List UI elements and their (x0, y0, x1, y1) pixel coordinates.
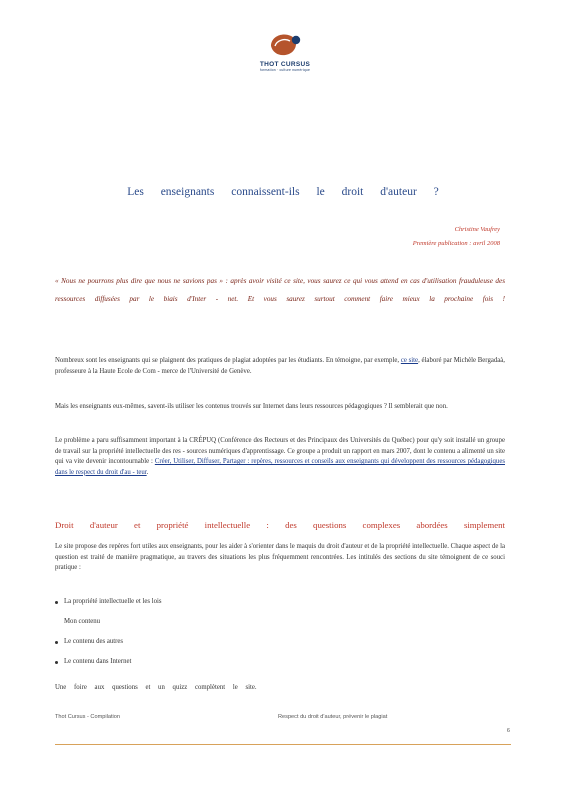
bullet-icon (55, 661, 58, 664)
list-item-label: Le contenu dans Internet (64, 658, 132, 665)
paragraph-3 (55, 436, 505, 478)
footer-left: Thot Cursus - Compilation (55, 714, 120, 720)
plagiat-site-link[interactable]: ce site (400, 357, 419, 364)
list-item (55, 618, 162, 638)
page-number: 6 (506, 728, 510, 734)
list-item-label: La propriété intellectuelle et les lois (64, 598, 162, 605)
paragraph-4: Le site propose des repères fort utiles aux enseignants, pour les aider à s'orienter dans le maquis du droit d'auteur et de la propriété intellectuelle. Chaque aspect de la question est traité de manière pragmatique, au travers des situations les plus fréquemment rencontrées. Les intitulés des sections du site témoignent de ce souci pratique : (55, 543, 505, 571)
logo-name: THOT CURSUS (259, 61, 311, 68)
crepuq-site-link[interactable]: Créer, Utiliser, Diffuser, Partager : repères, ressources et conseils aux enseignants qui développent des ressources pédagogiques dans le respect du droit d'au - teur (55, 458, 505, 476)
list-item-label: Le contenu des autres (64, 638, 124, 645)
footer-divider (55, 744, 511, 745)
paragraph-3-text-b: . (146, 468, 149, 476)
paragraph-2: Mais les enseignants eux-mêmes, savent-ils utiliser les contenus trouvés sur Internet dans leurs ressources pédagogiques ? Il semblerait que non. (55, 403, 448, 410)
bullet-icon (55, 641, 58, 644)
publication-date: Première publication : avril 2008 (412, 240, 500, 247)
list-item (55, 658, 162, 678)
list-item-label: Mon contenu (64, 618, 101, 625)
sections-list (55, 598, 162, 678)
intro-quote: « Nous ne pourrons plus dire que nous ne savions pas » : après avoir visité ce site, vous saurez ce qui vous attend en cas d'utilisation frauduleuse des ressources diffusées par le biais d'Inter - net. Et vous saurez surtout comment faire mieux la prochaine fois ! (55, 277, 505, 303)
list-item (55, 638, 162, 658)
paragraph-1-text-b: , élaboré par Michèle Bergadaà, professeure à la Haute Ecole de Com - merce de l'Université de Genève. (55, 357, 505, 375)
thot-cursus-logo (250, 28, 320, 72)
bullet-icon (55, 621, 58, 624)
paragraph-1 (55, 356, 505, 377)
logo-tagline: formation · culture numérique (259, 68, 311, 72)
paragraph-3-text-a: Le problème a paru suffisamment important à la CRÉPUQ (Conférence des Recteurs et des Principaux des Universités du Québec) pour qu'y soit installé un groupe de travail sur la propriété intellectuelle des res - sources numériques d'apprentissage. Ce groupe a produit un rapport en mars 2007, dont le contenu a alimenté un site qui va vite devenir incontournable : (55, 437, 505, 465)
author: Christine Vaufrey (454, 226, 500, 233)
page-title: Les enseignants connaissent-ils le droit d'auteur ? (127, 186, 439, 198)
bullet-icon (55, 601, 58, 604)
closing-sentence: Une foire aux questions et un quizz complètent le site. (55, 684, 257, 691)
list-item (55, 598, 162, 618)
section-heading: Droit d'auteur et propriété intellectuelle : des questions complexes abordées simplement (55, 520, 505, 530)
logo-icon (265, 28, 305, 60)
paragraph-1-text-a: Nombreux sont les enseignants qui se plaignent des pratiques de plagiat adoptées par les étudiants. En témoigne, par exemple, (55, 357, 401, 364)
footer-center: Respect du droit d'auteur, prévenir le plagiat (278, 714, 388, 720)
